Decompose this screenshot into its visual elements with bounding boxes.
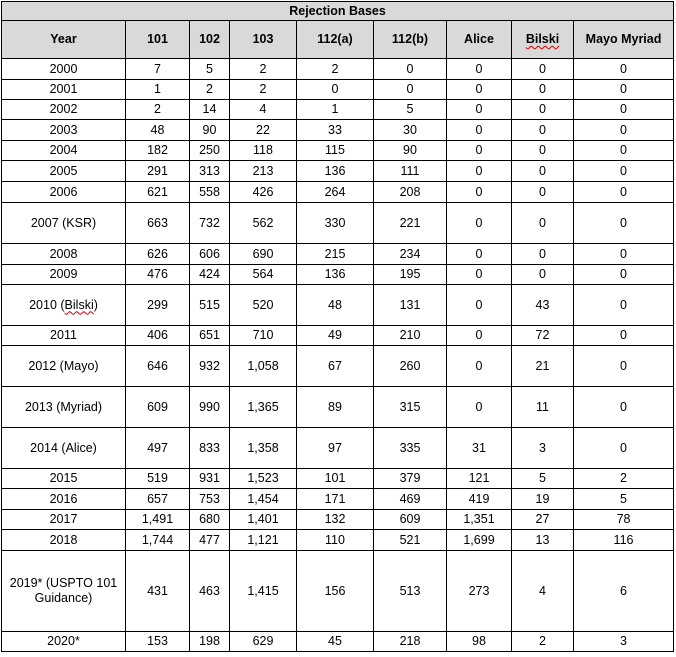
- value-cell-mayo-myriad: 0: [574, 120, 674, 141]
- value-cell-bilski: 21: [512, 346, 574, 387]
- value-cell-102: 680: [190, 510, 230, 530]
- value-cell-bilski: 0: [512, 120, 574, 141]
- value-cell-alice: 1,699: [447, 530, 512, 551]
- value-cell-102: 424: [190, 265, 230, 285]
- table-row: [2, 80, 674, 100]
- value-cell-101: 299: [126, 285, 190, 326]
- value-cell-mayo-myriad: 0: [574, 265, 674, 285]
- value-cell-bilski: 0: [512, 244, 574, 265]
- value-cell-bilski: 0: [512, 59, 574, 80]
- value-cell-102: 90: [190, 120, 230, 141]
- value-cell-mayo-myriad: 0: [574, 346, 674, 387]
- value-cell-101: 609: [126, 387, 190, 428]
- value-cell-101: 1,744: [126, 530, 190, 551]
- value-cell-103: 213: [230, 161, 297, 182]
- value-cell-alice: 0: [447, 120, 512, 141]
- value-cell-112b: 210: [374, 326, 447, 346]
- table-row: [2, 161, 674, 182]
- value-cell-bilski: 0: [512, 182, 574, 203]
- value-cell-103: 1,415: [230, 551, 297, 632]
- value-cell-112b: 234: [374, 244, 447, 265]
- value-cell-112b: 315: [374, 387, 447, 428]
- year-cell: 2006: [2, 182, 126, 203]
- value-cell-mayo-myriad: 0: [574, 203, 674, 244]
- value-cell-101: 1,491: [126, 510, 190, 530]
- table-row: [2, 346, 674, 387]
- value-cell-mayo-myriad: 0: [574, 387, 674, 428]
- value-cell-101: 431: [126, 551, 190, 632]
- value-cell-112a: 330: [297, 203, 374, 244]
- value-cell-bilski: 3: [512, 428, 574, 469]
- value-cell-112a: 49: [297, 326, 374, 346]
- table-row: [2, 326, 674, 346]
- value-cell-112a: 33: [297, 120, 374, 141]
- year-cell: 2000: [2, 59, 126, 80]
- value-cell-103: 4: [230, 100, 297, 120]
- value-cell-102: 2: [190, 80, 230, 100]
- value-cell-alice: 1,351: [447, 510, 512, 530]
- value-cell-mayo-myriad: 0: [574, 59, 674, 80]
- value-cell-bilski: 19: [512, 489, 574, 510]
- value-cell-mayo-myriad: 0: [574, 326, 674, 346]
- value-cell-mayo-myriad: 5: [574, 489, 674, 510]
- year-cell-suffix: ): [93, 297, 98, 312]
- value-cell-112b: 218: [374, 632, 447, 652]
- value-cell-alice: 121: [447, 469, 512, 489]
- value-cell-103: 2: [230, 80, 297, 100]
- value-cell-bilski: 0: [512, 80, 574, 100]
- value-cell-103: 22: [230, 120, 297, 141]
- value-cell-112b: 513: [374, 551, 447, 632]
- value-cell-103: 562: [230, 203, 297, 244]
- value-cell-112b: 0: [374, 80, 447, 100]
- value-cell-101: 1: [126, 80, 190, 100]
- value-cell-103: 426: [230, 182, 297, 203]
- year-cell: 2012 (Mayo): [2, 346, 126, 387]
- column-header-row: [2, 21, 674, 59]
- value-cell-102: 14: [190, 100, 230, 120]
- value-cell-112b: 0: [374, 59, 447, 80]
- value-cell-alice: 0: [447, 161, 512, 182]
- value-cell-112a: 1: [297, 100, 374, 120]
- value-cell-101: 476: [126, 265, 190, 285]
- value-cell-112b: 521: [374, 530, 447, 551]
- value-cell-112b: 335: [374, 428, 447, 469]
- value-cell-112b: 30: [374, 120, 447, 141]
- value-cell-112b: 379: [374, 469, 447, 489]
- year-cell: 2005: [2, 161, 126, 182]
- value-cell-alice: 0: [447, 387, 512, 428]
- value-cell-112a: 97: [297, 428, 374, 469]
- table-row: [2, 141, 674, 161]
- value-cell-102: 990: [190, 387, 230, 428]
- column-header-101: 101: [126, 21, 190, 59]
- value-cell-102: 651: [190, 326, 230, 346]
- value-cell-101: 2: [126, 100, 190, 120]
- value-cell-alice: 0: [447, 80, 512, 100]
- value-cell-alice: 419: [447, 489, 512, 510]
- value-cell-103: 2: [230, 59, 297, 80]
- value-cell-bilski: 27: [512, 510, 574, 530]
- value-cell-alice: 31: [447, 428, 512, 469]
- value-cell-bilski: 0: [512, 265, 574, 285]
- rejection-bases-table: [1, 1, 674, 652]
- value-cell-112a: 136: [297, 265, 374, 285]
- value-cell-mayo-myriad: 3: [574, 632, 674, 652]
- year-cell: 2003: [2, 120, 126, 141]
- value-cell-101: 182: [126, 141, 190, 161]
- value-cell-bilski: 2: [512, 632, 574, 652]
- value-cell-103: 1,401: [230, 510, 297, 530]
- value-cell-alice: 0: [447, 203, 512, 244]
- table-body: [2, 59, 674, 652]
- value-cell-102: 931: [190, 469, 230, 489]
- table-row: [2, 632, 674, 652]
- value-cell-mayo-myriad: 0: [574, 244, 674, 265]
- value-cell-103: 710: [230, 326, 297, 346]
- year-cell: 2009: [2, 265, 126, 285]
- value-cell-112b: 609: [374, 510, 447, 530]
- column-header-112a: 112(a): [297, 21, 374, 59]
- value-cell-alice: 98: [447, 632, 512, 652]
- column-header-103: 103: [230, 21, 297, 59]
- value-cell-101: 621: [126, 182, 190, 203]
- year-cell-case-name: Bilski: [64, 297, 94, 312]
- year-cell: 2014 (Alice): [2, 428, 126, 469]
- value-cell-103: 118: [230, 141, 297, 161]
- table-row: [2, 469, 674, 489]
- value-cell-alice: 273: [447, 551, 512, 632]
- column-header-alice: Alice: [447, 21, 512, 59]
- value-cell-103: 1,358: [230, 428, 297, 469]
- value-cell-103: 690: [230, 244, 297, 265]
- value-cell-mayo-myriad: 2: [574, 469, 674, 489]
- value-cell-bilski: 72: [512, 326, 574, 346]
- year-cell: 2001: [2, 80, 126, 100]
- table-row: [2, 387, 674, 428]
- year-cell: 2020*: [2, 632, 126, 652]
- value-cell-alice: 0: [447, 182, 512, 203]
- value-cell-alice: 0: [447, 59, 512, 80]
- value-cell-bilski: 0: [512, 203, 574, 244]
- column-header-102: 102: [190, 21, 230, 59]
- table-row: [2, 203, 674, 244]
- year-cell: [2, 285, 126, 326]
- value-cell-112a: 89: [297, 387, 374, 428]
- value-cell-112b: 5: [374, 100, 447, 120]
- value-cell-112a: 264: [297, 182, 374, 203]
- value-cell-112a: 2: [297, 59, 374, 80]
- value-cell-102: 753: [190, 489, 230, 510]
- value-cell-101: 646: [126, 346, 190, 387]
- value-cell-mayo-myriad: 0: [574, 80, 674, 100]
- value-cell-102: 250: [190, 141, 230, 161]
- value-cell-103: 629: [230, 632, 297, 652]
- value-cell-bilski: 11: [512, 387, 574, 428]
- value-cell-alice: 0: [447, 141, 512, 161]
- value-cell-102: 313: [190, 161, 230, 182]
- value-cell-112b: 195: [374, 265, 447, 285]
- value-cell-101: 7: [126, 59, 190, 80]
- value-cell-112b: 469: [374, 489, 447, 510]
- year-cell: 2008: [2, 244, 126, 265]
- value-cell-112a: 171: [297, 489, 374, 510]
- value-cell-103: 1,454: [230, 489, 297, 510]
- table-row: [2, 489, 674, 510]
- value-cell-112a: 115: [297, 141, 374, 161]
- value-cell-112a: 156: [297, 551, 374, 632]
- column-header-mayo-myriad: Mayo Myriad: [574, 21, 674, 59]
- table-row: [2, 285, 674, 326]
- year-cell: 2002: [2, 100, 126, 120]
- table-row: [2, 530, 674, 551]
- table-row: [2, 265, 674, 285]
- value-cell-alice: 0: [447, 100, 512, 120]
- year-cell: 2015: [2, 469, 126, 489]
- table-row: [2, 428, 674, 469]
- value-cell-103: 564: [230, 265, 297, 285]
- value-cell-alice: 0: [447, 265, 512, 285]
- year-cell: 2004: [2, 141, 126, 161]
- value-cell-alice: 0: [447, 346, 512, 387]
- year-cell: 2017: [2, 510, 126, 530]
- table-row: [2, 244, 674, 265]
- value-cell-101: 519: [126, 469, 190, 489]
- value-cell-101: 657: [126, 489, 190, 510]
- table-title: Rejection Bases: [2, 2, 674, 21]
- value-cell-112b: 90: [374, 141, 447, 161]
- value-cell-112b: 131: [374, 285, 447, 326]
- value-cell-112a: 67: [297, 346, 374, 387]
- value-cell-102: 732: [190, 203, 230, 244]
- column-header-112b: 112(b): [374, 21, 447, 59]
- column-header-bilski: Bilski: [512, 21, 574, 59]
- value-cell-mayo-myriad: 78: [574, 510, 674, 530]
- value-cell-102: 5: [190, 59, 230, 80]
- table-row: [2, 120, 674, 141]
- table-row: [2, 551, 674, 632]
- value-cell-103: 1,523: [230, 469, 297, 489]
- value-cell-102: 515: [190, 285, 230, 326]
- value-cell-bilski: 0: [512, 141, 574, 161]
- value-cell-bilski: 4: [512, 551, 574, 632]
- value-cell-mayo-myriad: 6: [574, 551, 674, 632]
- value-cell-101: 48: [126, 120, 190, 141]
- value-cell-mayo-myriad: 0: [574, 285, 674, 326]
- value-cell-bilski: 0: [512, 161, 574, 182]
- value-cell-101: 663: [126, 203, 190, 244]
- value-cell-102: 477: [190, 530, 230, 551]
- column-header-year: Year: [2, 21, 126, 59]
- value-cell-mayo-myriad: 0: [574, 161, 674, 182]
- table-row: [2, 59, 674, 80]
- value-cell-112a: 215: [297, 244, 374, 265]
- table-row: [2, 510, 674, 530]
- value-cell-112a: 110: [297, 530, 374, 551]
- value-cell-101: 626: [126, 244, 190, 265]
- value-cell-mayo-myriad: 116: [574, 530, 674, 551]
- value-cell-112b: 111: [374, 161, 447, 182]
- year-cell-prefix: 2010 (: [29, 297, 65, 312]
- value-cell-mayo-myriad: 0: [574, 428, 674, 469]
- year-cell: 2018: [2, 530, 126, 551]
- value-cell-112a: 48: [297, 285, 374, 326]
- value-cell-103: 1,058: [230, 346, 297, 387]
- table-row: [2, 182, 674, 203]
- value-cell-bilski: 13: [512, 530, 574, 551]
- value-cell-112b: 260: [374, 346, 447, 387]
- value-cell-102: 833: [190, 428, 230, 469]
- value-cell-102: 558: [190, 182, 230, 203]
- value-cell-103: 1,121: [230, 530, 297, 551]
- value-cell-112a: 45: [297, 632, 374, 652]
- value-cell-101: 497: [126, 428, 190, 469]
- value-cell-112b: 221: [374, 203, 447, 244]
- year-cell: 2011: [2, 326, 126, 346]
- value-cell-112b: 208: [374, 182, 447, 203]
- value-cell-bilski: 5: [512, 469, 574, 489]
- value-cell-bilski: 0: [512, 100, 574, 120]
- value-cell-alice: 0: [447, 244, 512, 265]
- value-cell-112a: 101: [297, 469, 374, 489]
- table-row: [2, 100, 674, 120]
- year-cell: 2019* (USPTO 101 Guidance): [2, 551, 126, 632]
- value-cell-alice: 0: [447, 326, 512, 346]
- value-cell-102: 198: [190, 632, 230, 652]
- value-cell-bilski: 43: [512, 285, 574, 326]
- value-cell-102: 932: [190, 346, 230, 387]
- value-cell-112a: 132: [297, 510, 374, 530]
- value-cell-mayo-myriad: 0: [574, 182, 674, 203]
- value-cell-103: 1,365: [230, 387, 297, 428]
- value-cell-112a: 136: [297, 161, 374, 182]
- value-cell-alice: 0: [447, 285, 512, 326]
- year-cell: 2007 (KSR): [2, 203, 126, 244]
- year-cell: 2016: [2, 489, 126, 510]
- value-cell-101: 153: [126, 632, 190, 652]
- value-cell-mayo-myriad: 0: [574, 141, 674, 161]
- value-cell-112a: 0: [297, 80, 374, 100]
- value-cell-mayo-myriad: 0: [574, 100, 674, 120]
- value-cell-101: 291: [126, 161, 190, 182]
- value-cell-103: 520: [230, 285, 297, 326]
- value-cell-102: 606: [190, 244, 230, 265]
- value-cell-102: 463: [190, 551, 230, 632]
- year-cell: 2013 (Myriad): [2, 387, 126, 428]
- value-cell-101: 406: [126, 326, 190, 346]
